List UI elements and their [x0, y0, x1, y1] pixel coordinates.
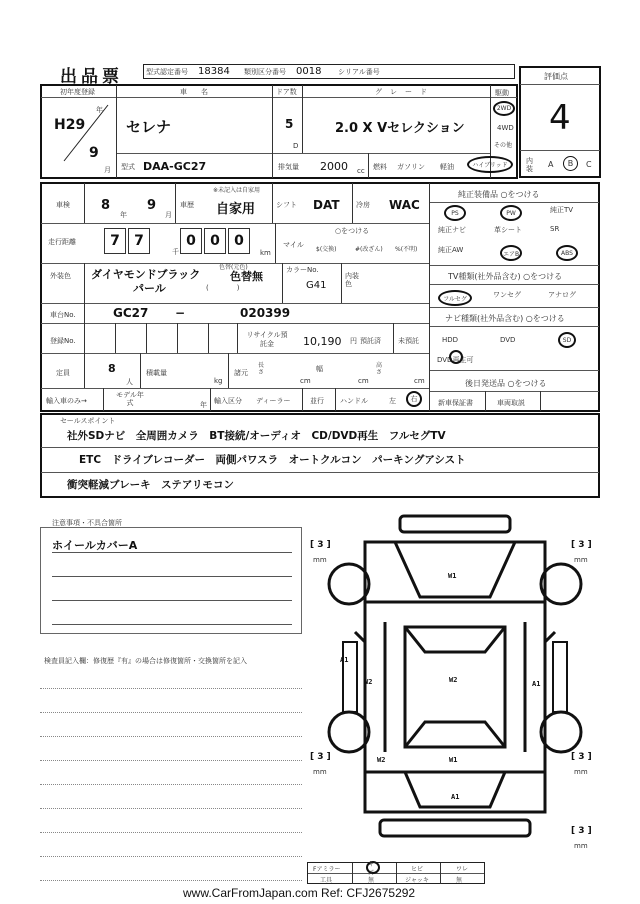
tread-unit: mm: [574, 768, 588, 776]
type-cert-value: 18384: [198, 66, 230, 77]
height-cm: cm: [414, 377, 425, 385]
footer-jack: ジャッキ: [405, 877, 429, 884]
handle-label: ハンドル: [340, 397, 368, 405]
width-label: 幅: [316, 365, 323, 373]
displacement-unit: cc: [357, 167, 365, 175]
height-label: 高さ: [376, 362, 383, 376]
tread-value: [ 3 ]: [571, 826, 592, 836]
damage-mark: W1: [449, 756, 458, 764]
color-change-value: 色替無: [230, 270, 263, 283]
capacity-unit: 人: [126, 378, 133, 386]
tv-item: ワンセグ: [493, 291, 521, 299]
mileage-km: km: [260, 249, 271, 257]
first-reg-year: H29: [54, 117, 86, 133]
car-name-label: 車名: [180, 88, 222, 96]
genuine-item: ABS: [556, 245, 578, 261]
reg-no-label: 登録No.: [50, 337, 76, 345]
vehicle-use-note: ※未記入は自家用: [213, 187, 261, 194]
damage-mark: W2: [364, 678, 373, 686]
inspector-label: 検査員記入欄：修復歴『有』の場合は修復箇所・交換箇所を記入: [44, 657, 247, 665]
tread-value: [ 3 ]: [310, 540, 331, 550]
notes-label: 注意事項・不具合箇所: [52, 519, 122, 527]
inspection-month: 9: [147, 198, 157, 213]
sales-label: セールスポイント: [60, 417, 116, 425]
dims-label: 諸元: [234, 369, 248, 377]
vehicle-use-value: 自家用: [216, 202, 256, 217]
tread-unit: mm: [574, 556, 588, 564]
drive-2wd-circled: 2WD: [493, 101, 515, 116]
color-label: 外装色: [50, 272, 71, 280]
displacement-label: 排気量: [278, 163, 299, 171]
genuine-item: SR: [550, 225, 560, 233]
score-value: 4: [549, 98, 571, 138]
inspector-line: [40, 760, 302, 761]
grade-label: グレード: [375, 88, 435, 96]
color-paren: ( ): [206, 284, 240, 292]
tread-value: [ 3 ]: [571, 752, 592, 762]
load-unit: kg: [214, 377, 223, 385]
color-change-label: 色替(元色): [219, 264, 248, 271]
handle-left: 左: [389, 397, 396, 405]
meter-opt-unknown: %(不明): [395, 246, 418, 253]
genuine-title: 純正装備品 ○をつける: [458, 190, 540, 199]
dvd-playback-circle: [449, 350, 463, 364]
tread-value: [ 3 ]: [310, 752, 331, 762]
mileage-digit: 0: [228, 228, 250, 254]
import-type-label: 輸入区分: [214, 397, 242, 405]
tread-unit: mm: [313, 768, 327, 776]
doors-suffix: D: [293, 142, 299, 150]
genuine-item: PW: [500, 205, 522, 221]
fuel-hybrid-circled: ハイブリッド: [467, 156, 513, 173]
drive-4wd: 4WD: [497, 124, 514, 132]
meter-opt-tampered: #(改ざん): [355, 246, 383, 253]
navi-title: ナビ種類(社外品含む) ○をつける: [445, 314, 565, 323]
width-cm: cm: [358, 377, 369, 385]
inspection-label: 車検: [56, 201, 70, 209]
ac-value: WAC: [389, 198, 420, 212]
model-value: DAA-GC27: [143, 160, 207, 173]
mileage-digit: 7: [128, 228, 150, 254]
chassis-label: 車台No.: [50, 311, 76, 319]
genuine-item: エアB: [500, 245, 522, 261]
displacement-value: 2000: [320, 160, 348, 173]
damage-mark: W2: [449, 676, 458, 684]
vehicle-use-label: 車歴: [180, 201, 194, 209]
fuel-gasoline: ガソリン: [397, 163, 425, 171]
footer-jack-value: 無: [456, 877, 463, 884]
recycle-label: リサイクル預託金: [246, 331, 288, 348]
inspector-line: [40, 808, 302, 809]
first-reg-month-unit: 月: [104, 166, 111, 174]
model-label: 型式: [121, 163, 135, 171]
length-label: 長さ: [258, 362, 265, 376]
category-value: 0018: [296, 66, 322, 77]
mileage-digit: 7: [104, 228, 126, 254]
grade-value: 2.0 X Vセレクション: [335, 121, 465, 136]
car-name-value: セレナ: [126, 118, 172, 136]
genuine-item: PS: [444, 205, 466, 221]
dvd-playback-label: DVD再生可: [437, 356, 474, 364]
first-reg-month: 9: [89, 145, 99, 161]
fuel-diesel: 軽油: [440, 163, 454, 171]
mileage-thousand: 千: [172, 248, 179, 256]
chassis-number: 020399: [240, 306, 291, 320]
tread-unit: mm: [574, 842, 588, 850]
watermark: www.CarFromJapan.com Ref: CFJ2675292: [183, 886, 416, 900]
ac-label: 冷房: [356, 201, 370, 209]
navi-item: DVD: [500, 336, 516, 344]
footer-ware: ワレ: [456, 866, 469, 873]
doors-value: 5: [285, 117, 294, 131]
footer-kizu-circled: キズ: [366, 861, 380, 874]
after-warranty: 新車保証書: [438, 399, 473, 407]
car-damage-diagram: [325, 512, 585, 884]
inspector-line: [40, 688, 302, 689]
genuine-item: 純正AW: [438, 246, 464, 254]
capacity-label: 定員: [56, 369, 70, 377]
recycle-unit: 円: [350, 337, 357, 345]
serial-label: シリアル番号: [338, 68, 380, 76]
meter-opt-replaced: $(交換): [316, 246, 337, 253]
recycle-value: 10,190: [303, 335, 342, 348]
model-year-unit: 年: [200, 401, 207, 409]
score-label: 評価点: [544, 72, 568, 81]
inspector-line: [40, 712, 302, 713]
import-parallel: 並行: [310, 397, 324, 405]
shift-value: DAT: [313, 198, 340, 212]
inspector-line: [40, 736, 302, 737]
genuine-item: 純正TV: [550, 206, 574, 214]
interior-a: A: [548, 160, 554, 169]
interior-color-label: 内装色: [345, 272, 359, 288]
sheet-title: 出品票: [60, 67, 123, 87]
drive-label: 駆動: [495, 89, 509, 97]
capacity-value: 8: [108, 362, 116, 375]
load-label: 積載量: [146, 369, 167, 377]
color-value-2: パール: [133, 282, 166, 295]
tv-item: フルセグ: [438, 290, 472, 306]
handle-right-circled: 右: [406, 391, 422, 407]
navi-item: HDD: [442, 336, 459, 344]
sales-line-2: ETC ドライブレコーダー 両側パワスラ オートクルコン パーキングアシスト: [79, 454, 466, 466]
interior-c: C: [586, 160, 592, 169]
damage-mark: A1: [340, 656, 349, 664]
damage-mark: A1: [532, 680, 541, 688]
damage-mark: A1: [451, 793, 460, 801]
first-reg-year-unit: 年: [96, 106, 103, 114]
tread-value: [ 3 ]: [571, 540, 592, 550]
doors-label: ドア数: [276, 88, 297, 96]
tread-unit: mm: [313, 556, 327, 564]
category-label: 類別区分番号: [244, 68, 286, 76]
recycle-unpaid: 未預託: [398, 337, 419, 345]
type-cert-label: 型式認定番号: [146, 68, 188, 76]
footer-hibi: ヒビ: [411, 866, 424, 873]
mileage-label: 走行距離: [48, 238, 76, 246]
inspection-year: 8: [101, 198, 111, 213]
model-year-label: モデル年式: [116, 391, 144, 407]
color-no-value: G41: [306, 280, 327, 291]
navi-item: SD: [558, 332, 576, 348]
color-no-label: カラーNo.: [286, 266, 319, 274]
shift-label: シフト: [276, 201, 297, 209]
first-reg-label: 初年度登録: [60, 88, 95, 96]
notes-line-1: ホイールカバーA: [52, 539, 138, 552]
interior-grade-label: 内装: [526, 157, 533, 173]
damage-mark: W1: [448, 572, 457, 580]
inspector-line: [40, 784, 302, 785]
genuine-item: 革シート: [494, 226, 522, 234]
recycle-paid: 預託済: [360, 337, 381, 345]
footer-f-amiler: Fアミラー: [313, 866, 341, 873]
length-cm: cm: [300, 377, 311, 385]
meter-circle-note: ○をつける: [335, 227, 370, 235]
chassis-dash: −: [175, 306, 186, 320]
sales-line-3: 衝突軽減ブレーキ ステアリモコン: [67, 479, 234, 491]
import-label: 輸入車のみ→: [46, 397, 87, 405]
inspection-year-unit: 年: [120, 211, 127, 219]
inspection-month-unit: 月: [165, 211, 172, 219]
fuel-label: 燃料: [373, 163, 387, 171]
footer-tool-value: 無: [368, 877, 375, 884]
sales-line-1: 社外SDナビ 全周囲カメラ BT接続/オーディオ CD/DVD再生 フルセグTV: [67, 430, 446, 442]
interior-b-circled: B: [563, 156, 578, 171]
drive-other: その他: [494, 142, 513, 149]
mileage-digit: 0: [180, 228, 202, 254]
chassis-model: GC27: [113, 306, 149, 320]
footer-tool: 工具: [320, 877, 333, 884]
genuine-item: 純正ナビ: [438, 226, 466, 234]
mile-label: マイル: [283, 241, 304, 249]
color-value-1: ダイヤモンドブラック: [91, 268, 201, 281]
after-title: 後日発送品 ○をつける: [465, 379, 547, 388]
tv-item: アナログ: [548, 291, 576, 299]
tv-title: TV種類(社外品含む) ○をつける: [448, 272, 563, 281]
after-manual: 車両取説: [497, 399, 525, 407]
inspector-line: [40, 880, 302, 881]
mileage-digit: 0: [204, 228, 226, 254]
damage-mark: W2: [377, 756, 386, 764]
inspector-line: [40, 856, 302, 857]
import-dealer: ディーラー: [256, 397, 291, 405]
inspector-line: [40, 832, 302, 833]
